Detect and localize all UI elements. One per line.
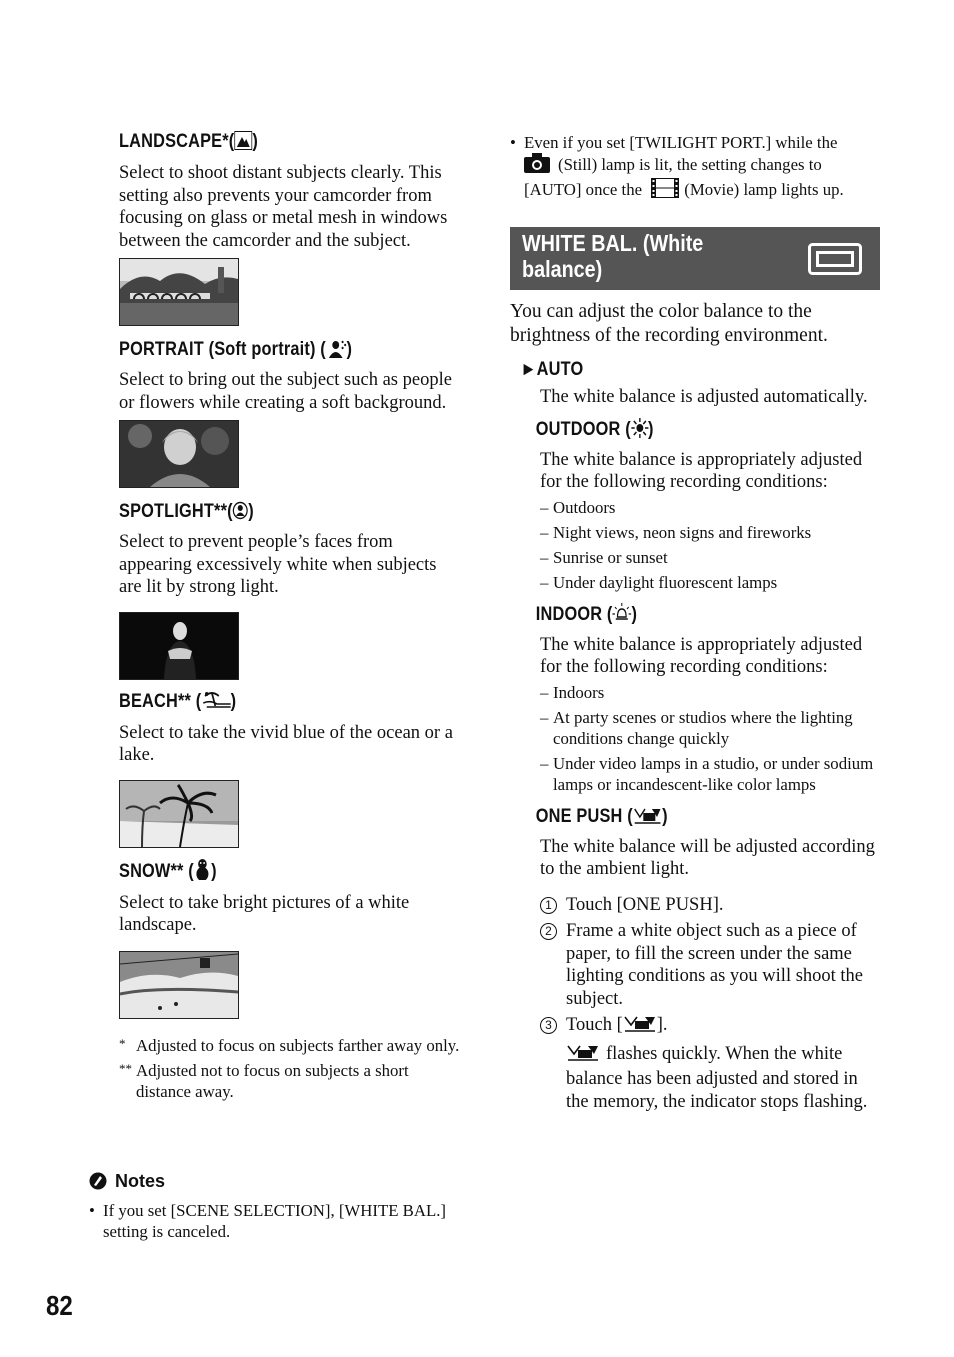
left-column <box>119 130 461 1102</box>
beach-icon <box>201 690 230 717</box>
banner-title: WHITE BAL. (White balance) <box>522 230 704 282</box>
outdoor-item: – Night views, neon signs and fireworks <box>540 522 812 542</box>
auto-text: The white balance is adjusted automatically. <box>540 387 868 407</box>
landscape-text: Select to shoot distant subjects clearly. This setting also prevents your camcorder from focusing on glass or metal mesh in windows between the camcorder and the subject. <box>119 163 448 251</box>
one-push-heading: ONE PUSH ( ) <box>510 805 830 832</box>
footnotes <box>119 1035 461 1102</box>
white-balance-banner <box>510 227 880 290</box>
beach-heading: BEACH** ( ) <box>119 690 413 717</box>
indoor-item: – Under video lamps in a studio, or under sodium lamps or incandescent-like color lamps <box>540 753 874 794</box>
notes-icon <box>89 1172 107 1195</box>
footnote-item: ** Adjusted not to focus on subjects a short distance away. <box>119 1060 409 1101</box>
notes-list <box>89 1200 449 1242</box>
beach-text: Select to take the vivid blue of the ocean or a lake. <box>119 722 453 765</box>
snow-text: Select to take bright pictures of a white landscape. <box>119 892 410 935</box>
one-push-flash-text: flashes quickly. When the white balance has been adjusted and stored in the memory, the indicator stops flashing. <box>566 1043 868 1112</box>
page-number: 82 <box>46 1290 73 1321</box>
light-bulb-icon <box>613 603 632 630</box>
indoor-item: – Indoors <box>540 682 605 702</box>
still-camera-icon <box>524 153 550 178</box>
landscape-photo <box>119 258 239 326</box>
outdoor-list <box>510 497 882 593</box>
landscape-heading: LANDSCAPE*( ) <box>119 130 413 157</box>
outdoor-item: – Under daylight fluorescent lamps <box>540 572 778 592</box>
indoor-list <box>510 682 882 795</box>
one-push-icon <box>633 807 662 832</box>
right-column <box>510 132 882 1113</box>
snow-heading: SNOW** ( ) <box>119 858 413 887</box>
snow-photo <box>119 951 239 1019</box>
spotlight-photo <box>119 612 239 680</box>
snowman-icon <box>194 858 211 887</box>
outdoor-item: – Sunrise or sunset <box>540 547 668 567</box>
white-balance-icon <box>808 243 862 280</box>
one-push-icon <box>623 1015 657 1040</box>
movie-film-icon <box>651 178 679 203</box>
outdoor-text: The white balance is appropriately adjusted for the following recording conditions: <box>540 449 863 492</box>
portrait-text: Select to bring out the subject such as people or flowers while creating a soft background. <box>119 370 452 413</box>
step-item: 3 Touch [ ]. <box>540 1014 882 1040</box>
spotlight-icon <box>233 501 248 527</box>
landscape-icon <box>234 131 252 157</box>
notes-heading: Notes <box>89 1171 165 1195</box>
step-item: 2 Frame a white object such as a piece of paper, to fill the screen under the same lighting conditions as you will shoot the subject. <box>540 920 882 1010</box>
sun-icon <box>631 418 648 445</box>
default-marker-icon: ► <box>520 359 537 380</box>
intro-text: You can adjust the color balance to the brightness of the recording environment. <box>510 301 828 346</box>
notes-item: • If you set [SCENE SELECTION], [WHITE BAL.] setting is canceled. <box>89 1201 447 1241</box>
twilight-note: • Even if you set [TWILIGHT PORT.] while the (Still) lamp is lit, the setting changes to [AUTO] once the (Movie) lamp lights up. <box>510 132 882 203</box>
footnote-item: * Adjusted to focus on subjects farther away only. <box>119 1035 460 1055</box>
step-item: 1 Touch [ONE PUSH]. <box>540 894 882 917</box>
outdoor-heading: OUTDOOR ( ) <box>510 418 830 445</box>
one-push-steps <box>510 894 882 1114</box>
indoor-item: – At party scenes or studios where the lighting conditions change quickly <box>540 707 853 748</box>
one-push-icon <box>566 1044 600 1069</box>
auto-heading: ►AUTO <box>520 359 584 380</box>
indoor-text: The white balance is appropriately adjusted for the following recording conditions: <box>540 634 863 677</box>
portrait-heading: PORTRAIT (Soft portrait) ( ) <box>119 338 413 365</box>
spotlight-heading: SPOTLIGHT**( ) <box>119 500 413 527</box>
outdoor-item: – Outdoors <box>540 497 616 517</box>
indoor-heading: INDOOR ( ) <box>510 603 830 630</box>
one-push-text: The white balance will be adjusted according to the ambient light. <box>540 836 875 879</box>
soft-portrait-icon <box>326 338 347 365</box>
spotlight-text: Select to prevent people’s faces from appearing excessively white when subjects are lit by strong light. <box>119 532 437 597</box>
portrait-photo <box>119 420 239 488</box>
beach-photo <box>119 780 239 848</box>
